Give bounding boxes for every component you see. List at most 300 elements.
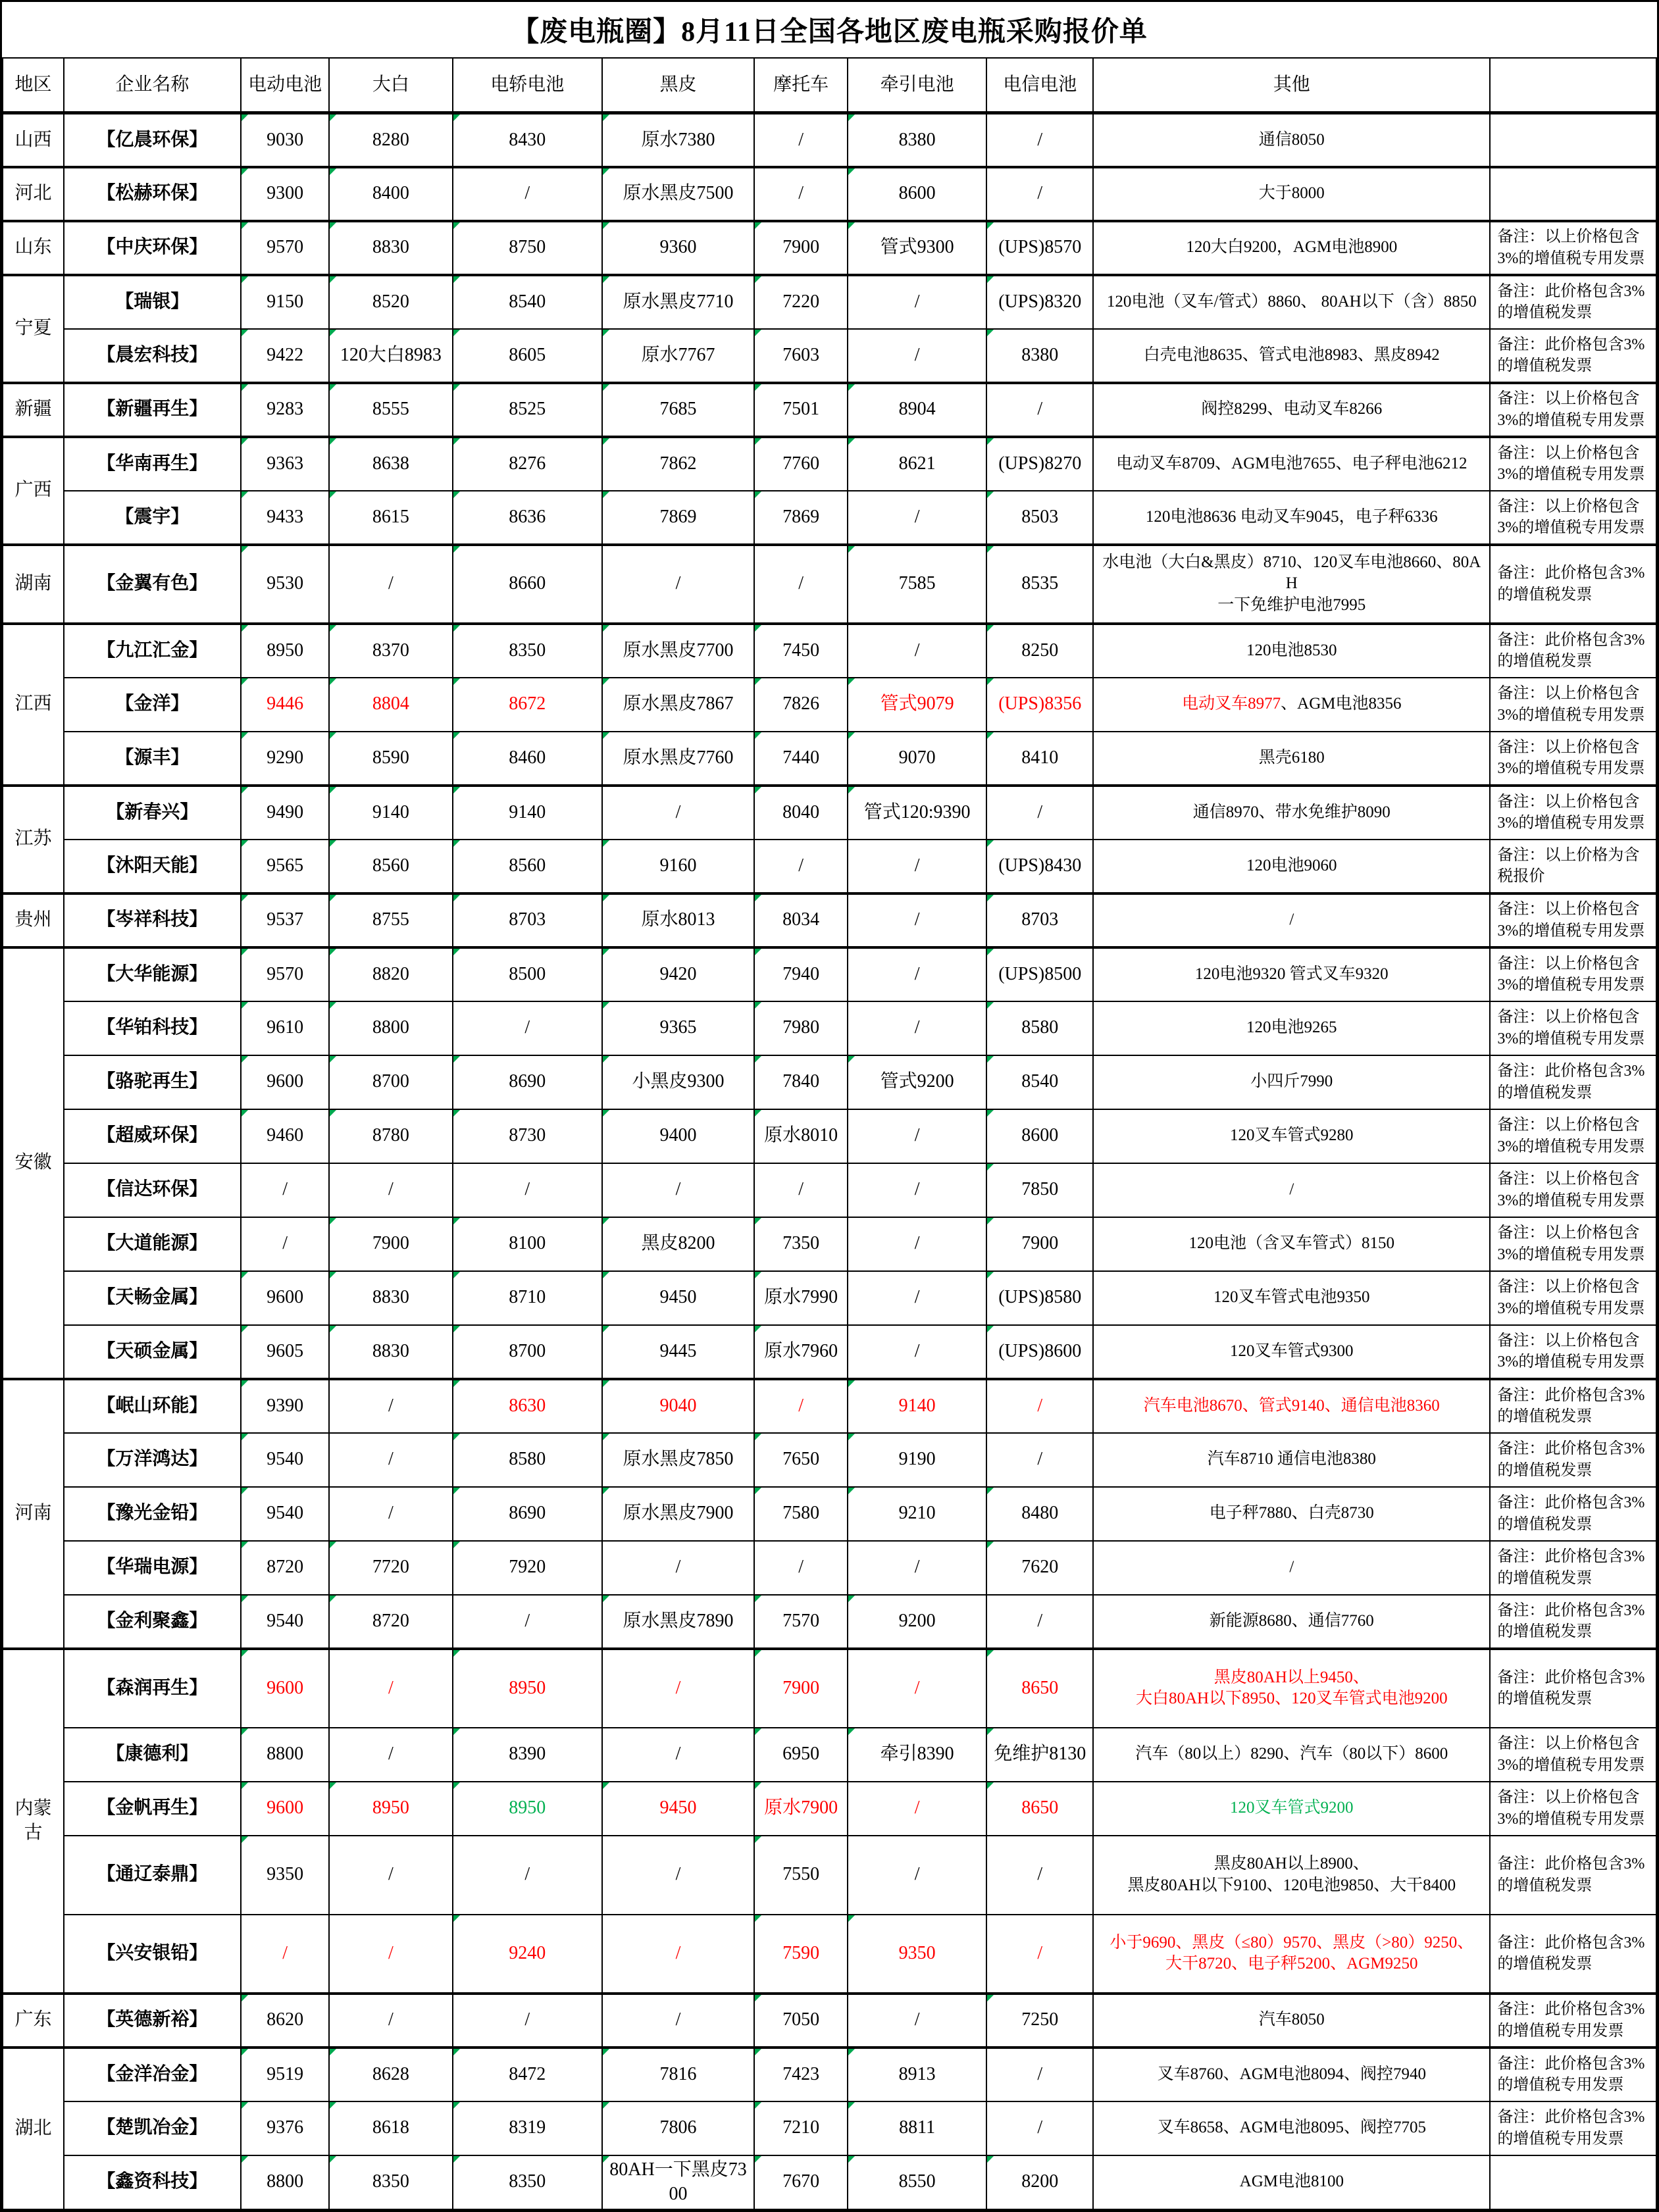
cell-text: 9570 (267, 963, 304, 984)
cell-traction-battery (848, 275, 986, 329)
cell-sedan-battery (453, 1595, 602, 1649)
cell-text: / (1037, 183, 1043, 204)
cell-text: 7806 (659, 2117, 697, 2138)
cell-sedan-battery (453, 113, 602, 167)
cell-other (1093, 491, 1490, 545)
company-cell: 【英德新裕】 (64, 1994, 241, 2048)
region-cell: 湖南 (3, 545, 64, 624)
cell-text: 8400 (372, 183, 409, 204)
cell-electric-battery (241, 624, 329, 678)
cell-note: 备注：此价格包含3%的增值税发票 (1490, 1649, 1656, 1728)
cell-dabai (329, 1001, 452, 1055)
cell-sedan-battery (453, 1271, 602, 1325)
cell-traction-battery (848, 221, 986, 275)
cell-note: 备注：此价格包含3%的增值税发票 (1490, 1915, 1656, 1994)
cell-text: 通信8970、带水免维护8090 (1192, 803, 1391, 821)
cell-electric-battery (241, 545, 329, 624)
cell-text: / (388, 2009, 394, 2030)
table-row (3, 167, 1656, 221)
cell-text: 120大白8983 (340, 344, 442, 365)
cell-sedan-battery (453, 1109, 602, 1163)
cell-heipi (602, 437, 754, 491)
cell-text: 7440 (782, 747, 820, 768)
cell-sedan-battery (453, 2155, 602, 2209)
cell-heipi (602, 167, 754, 221)
cell-text: 9140 (898, 1395, 936, 1416)
cell-heipi (602, 840, 754, 893)
cell-sedan-battery (453, 678, 602, 732)
col-header-telecom-battery: 电信电池 (986, 58, 1093, 113)
table-row (3, 2101, 1656, 2155)
cell-motorcycle (754, 1325, 848, 1379)
cell-note: 备注：以上价格包含3%的增值税专用发票 (1490, 383, 1656, 437)
cell-text: / (388, 1677, 394, 1698)
cell-text: 7450 (782, 640, 820, 661)
cell-text: 原水黑皮7900 (623, 1503, 734, 1524)
table-row (3, 1649, 1656, 1728)
cell-heipi (602, 275, 754, 329)
cell-dabai (329, 1325, 452, 1379)
cell-sedan-battery (453, 221, 602, 275)
cell-sedan-battery (453, 2101, 602, 2155)
cell-text: 8830 (372, 237, 409, 258)
cell-motorcycle (754, 1836, 848, 1915)
cell-traction-battery (848, 1271, 986, 1325)
table-row (3, 1994, 1656, 2048)
cell-text: / (675, 801, 681, 822)
cell-electric-battery (241, 275, 329, 329)
cell-text: 8700 (509, 1340, 546, 1361)
cell-text: 原水黑皮7700 (623, 640, 734, 661)
cell-other (1093, 1433, 1490, 1487)
cell-electric-battery (241, 786, 329, 840)
cell-text: 8540 (1021, 1071, 1059, 1092)
company-cell: 【金翼有色】 (64, 545, 241, 624)
cell-text: 8555 (372, 399, 409, 420)
cell-text: 9433 (267, 506, 304, 527)
cell-text: 120电池（含叉车管式）8150 (1188, 1234, 1395, 1253)
cell-text: 8319 (509, 2117, 546, 2138)
cell-motorcycle (754, 678, 848, 732)
cell-text: / (1037, 1610, 1043, 1631)
company-cell: 【新疆再生】 (64, 383, 241, 437)
cell-text: / (388, 1864, 394, 1885)
price-table (2, 57, 1657, 2210)
cell-dabai (329, 1433, 452, 1487)
cell-dabai (329, 678, 452, 732)
cell-text: 9422 (267, 344, 304, 365)
cell-note: 备注：以上价格包含3%的增值税专用发票 (1490, 786, 1656, 840)
cell-text: 8430 (509, 129, 546, 150)
cell-heipi (602, 221, 754, 275)
cell-traction-battery (848, 167, 986, 221)
cell-text: 8460 (509, 747, 546, 768)
cell-electric-battery (241, 1836, 329, 1915)
cell-electric-battery (241, 437, 329, 491)
cell-dabai (329, 2155, 452, 2209)
cell-motorcycle (754, 221, 848, 275)
cell-text: 8600 (898, 183, 936, 204)
cell-heipi (602, 1163, 754, 1217)
cell-text: 9400 (659, 1125, 697, 1146)
cell-text: 9570 (267, 237, 304, 258)
company-cell: 【天硕金属】 (64, 1325, 241, 1379)
cell-note: 备注：此价格包含3%的增值税发票 (1490, 1433, 1656, 1487)
cell-text: 9140 (509, 801, 546, 822)
cell-text: 9565 (267, 855, 304, 876)
cell-telecom-battery (986, 1325, 1093, 1379)
cell-text: 黑皮80AH以上8900、 (1213, 1855, 1369, 1873)
cell-text: / (914, 1340, 920, 1361)
cell-text: 8620 (267, 2009, 304, 2030)
cell-text: 管式9300 (880, 237, 954, 258)
cell-telecom-battery (986, 1836, 1093, 1915)
cell-text: / (1037, 1449, 1043, 1470)
cell-other (1093, 624, 1490, 678)
company-cell: 【松赫环保】 (64, 167, 241, 221)
cell-motorcycle (754, 1915, 848, 1994)
cell-text: 8350 (509, 640, 546, 661)
cell-text: 8410 (1021, 747, 1059, 768)
cell-motorcycle (754, 383, 848, 437)
cell-traction-battery (848, 1217, 986, 1271)
cell-electric-battery (241, 1271, 329, 1325)
cell-text: / (675, 573, 681, 594)
cell-text: 7900 (372, 1233, 409, 1254)
cell-text: 7550 (782, 1864, 820, 1885)
cell-other (1093, 893, 1490, 947)
cell-text: / (914, 640, 920, 661)
cell-text: / (675, 1942, 681, 1963)
cell-text: 9290 (267, 747, 304, 768)
cell-text: / (914, 909, 920, 930)
cell-text: 8621 (898, 453, 936, 474)
cell-electric-battery (241, 1487, 329, 1541)
cell-text: 9210 (898, 1503, 936, 1524)
cell-text: 8811 (899, 2117, 936, 2138)
cell-text: 8703 (1021, 909, 1059, 930)
region-cell: 江西 (3, 624, 64, 786)
cell-heipi (602, 1728, 754, 1782)
table-row (3, 1055, 1656, 1109)
cell-text: / (675, 1179, 681, 1200)
page-title: 【废电瓶圈】8月11日全国各地区废电瓶采购报价单 (511, 17, 1148, 47)
cell-electric-battery (241, 1379, 329, 1433)
cell-other (1093, 1836, 1490, 1915)
cell-motorcycle (754, 1782, 848, 1836)
cell-text: 汽车8710 通信电池8380 (1207, 1450, 1376, 1469)
cell-traction-battery (848, 1433, 986, 1487)
company-cell: 【金洋】 (64, 678, 241, 732)
cell-electric-battery (241, 2101, 329, 2155)
table-row (3, 947, 1656, 1001)
cell-traction-battery (848, 383, 986, 437)
cell-text: 原水黑皮7890 (623, 1610, 734, 1631)
cell-heipi (602, 545, 754, 624)
cell-motorcycle (754, 1217, 848, 1271)
company-cell: 【兴安银铅】 (64, 1915, 241, 1994)
region-cell: 广西 (3, 437, 64, 545)
region-cell: 新疆 (3, 383, 64, 437)
company-cell: 【超威环保】 (64, 1109, 241, 1163)
cell-text: 8280 (372, 129, 409, 150)
company-cell: 【鑫资科技】 (64, 2155, 241, 2209)
cell-text: 7620 (1021, 1557, 1059, 1578)
company-cell: 【沐阳天能】 (64, 840, 241, 893)
cell-text: 电子秤7880、白壳8730 (1209, 1504, 1374, 1522)
table-row (3, 1325, 1656, 1379)
region-cell: 贵州 (3, 893, 64, 947)
cell-sedan-battery (453, 947, 602, 1001)
table-row (3, 491, 1656, 545)
cell-electric-battery (241, 1915, 329, 1994)
cell-electric-battery (241, 491, 329, 545)
cell-traction-battery (848, 2048, 986, 2101)
cell-text: 9300 (267, 183, 304, 204)
cell-heipi (602, 1271, 754, 1325)
cell-text: 9030 (267, 129, 304, 150)
col-header-motorcycle: 摩托车 (754, 58, 848, 113)
cell-text: 9390 (267, 1395, 304, 1416)
cell-text: 9490 (267, 801, 304, 822)
cell-telecom-battery (986, 437, 1093, 491)
cell-dabai (329, 840, 452, 893)
table-row (3, 545, 1656, 624)
cell-text: 管式9079 (880, 693, 954, 715)
cell-text: / (388, 1179, 394, 1200)
cell-text: / (914, 1287, 920, 1308)
cell-dabai (329, 1915, 452, 1994)
cell-sedan-battery (453, 1055, 602, 1109)
cell-telecom-battery (986, 491, 1093, 545)
cell-traction-battery (848, 437, 986, 491)
cell-text: 8638 (372, 453, 409, 474)
table-row (3, 1217, 1656, 1271)
cell-text: (UPS)8320 (998, 291, 1082, 312)
region-cell: 江苏 (3, 786, 64, 893)
cell-text: 9283 (267, 399, 304, 420)
cell-text: 免维护8130 (994, 1744, 1086, 1765)
cell-electric-battery (241, 732, 329, 786)
cell-text: 8590 (372, 747, 409, 768)
cell-traction-battery (848, 732, 986, 786)
cell-motorcycle (754, 732, 848, 786)
cell-note: 备注：此价格包含3%的增值税发票 (1490, 1836, 1656, 1915)
cell-telecom-battery (986, 1001, 1093, 1055)
cell-text: / (914, 1179, 920, 1200)
cell-heipi (602, 1782, 754, 1836)
cell-other (1093, 1325, 1490, 1379)
cell-text: 7869 (782, 506, 820, 527)
cell-text: 8800 (372, 1017, 409, 1038)
cell-heipi (602, 678, 754, 732)
company-cell: 【金利聚鑫】 (64, 1595, 241, 1649)
cell-text: 120电池8530 (1246, 641, 1337, 659)
cell-text: / (675, 1744, 681, 1765)
cell-telecom-battery (986, 275, 1093, 329)
cell-sedan-battery (453, 732, 602, 786)
cell-electric-battery (241, 2048, 329, 2101)
cell-telecom-battery (986, 2155, 1093, 2209)
cell-text: 8250 (1021, 640, 1059, 661)
cell-telecom-battery (986, 167, 1093, 221)
cell-traction-battery (848, 1487, 986, 1541)
cell-text: / (388, 1942, 394, 1963)
cell-note (1490, 2155, 1656, 2209)
cell-text: 原水7380 (641, 129, 715, 150)
cell-other (1093, 1728, 1490, 1782)
cell-text: / (388, 1744, 394, 1765)
cell-electric-battery (241, 1782, 329, 1836)
cell-text: / (1037, 1395, 1043, 1416)
cell-heipi (602, 1325, 754, 1379)
cell-sedan-battery (453, 1782, 602, 1836)
cell-dabai (329, 329, 452, 383)
cell-text: 管式120:9390 (863, 801, 971, 822)
cell-text: 8800 (267, 2171, 304, 2192)
cell-text: 7580 (782, 1503, 820, 1524)
cell-text: 120电池9060 (1246, 856, 1337, 874)
cell-sedan-battery (453, 167, 602, 221)
cell-dabai (329, 167, 452, 221)
cell-electric-battery (241, 1163, 329, 1217)
cell-text: 8950 (372, 1797, 409, 1819)
cell-text: 9450 (659, 1287, 697, 1308)
cell-text: 9600 (267, 1071, 304, 1092)
cell-heipi (602, 1001, 754, 1055)
company-cell: 【骆驼再生】 (64, 1055, 241, 1109)
table-row (3, 383, 1656, 437)
cell-traction-battery (848, 1541, 986, 1595)
cell-text: 汽车（80以上）8290、汽车（80以下）8600 (1135, 1745, 1448, 1763)
cell-text: 9070 (898, 747, 936, 768)
cell-electric-battery (241, 1325, 329, 1379)
cell-text: 8690 (509, 1503, 546, 1524)
cell-dabai (329, 947, 452, 1001)
cell-text: 汽车8050 (1258, 2011, 1325, 2029)
cell-text: 8370 (372, 640, 409, 661)
cell-text: 8350 (372, 2171, 409, 2192)
cell-motorcycle (754, 1541, 848, 1595)
cell-text: / (798, 129, 804, 150)
cell-telecom-battery (986, 732, 1093, 786)
cell-text: 9600 (267, 1677, 304, 1698)
company-cell: 【金洋冶金】 (64, 2048, 241, 2101)
cell-other (1093, 383, 1490, 437)
cell-telecom-battery (986, 893, 1093, 947)
company-cell: 【豫光金铅】 (64, 1487, 241, 1541)
cell-text: 8690 (509, 1071, 546, 1092)
cell-text: 9350 (898, 1942, 936, 1963)
cell-electric-battery (241, 893, 329, 947)
cell-text: / (1289, 1558, 1294, 1576)
cell-motorcycle (754, 167, 848, 221)
cell-other (1093, 1109, 1490, 1163)
cell-text: 8630 (509, 1395, 546, 1416)
cell-telecom-battery (986, 1994, 1093, 2048)
cell-text: 8276 (509, 453, 546, 474)
cell-other (1093, 329, 1490, 383)
cell-note: 备注：以上价格包含3%的增值税专用发票 (1490, 1001, 1656, 1055)
cell-telecom-battery (986, 1379, 1093, 1433)
cell-text: / (388, 1395, 394, 1416)
cell-text: 120电池9265 (1246, 1018, 1337, 1037)
cell-dabai (329, 437, 452, 491)
cell-text: 黑皮80AH以下9100、120电池9850、大干8400 (1127, 1876, 1456, 1894)
cell-electric-battery (241, 1109, 329, 1163)
cell-text: 7501 (782, 399, 820, 420)
cell-text: 8636 (509, 506, 546, 527)
cell-note: 备注：此价格包含3%的增值税专用发票 (1490, 2048, 1656, 2101)
cell-electric-battery (241, 1649, 329, 1728)
cell-note: 备注：此价格包含3%的增值税发票 (1490, 275, 1656, 329)
cell-text: 8710 (509, 1287, 546, 1308)
cell-text: 8800 (267, 1744, 304, 1765)
table-row (3, 1595, 1656, 1649)
region-cell: 山西 (3, 113, 64, 167)
cell-dabai (329, 786, 452, 840)
cell-text: 120叉车管式9300 (1230, 1342, 1354, 1360)
cell-other (1093, 732, 1490, 786)
cell-text: 8950 (509, 1797, 546, 1819)
cell-electric-battery (241, 678, 329, 732)
cell-heipi (602, 2155, 754, 2209)
cell-other (1093, 545, 1490, 624)
cell-text: 7840 (782, 1071, 820, 1092)
table-row (3, 1541, 1656, 1595)
cell-electric-battery (241, 113, 329, 167)
cell-traction-battery (848, 2101, 986, 2155)
col-header-traction-battery: 牵引电池 (848, 58, 986, 113)
cell-sedan-battery (453, 624, 602, 678)
cell-text: 7585 (898, 573, 936, 594)
cell-note: 备注：以上价格包含3%的增值税专用发票 (1490, 893, 1656, 947)
cell-note: 备注：以上价格包含3%的增值税专用发票 (1490, 1109, 1656, 1163)
cell-traction-battery (848, 1915, 986, 1994)
cell-text: 黑皮8200 (641, 1233, 715, 1254)
col-header-electric-battery: 电动电池 (241, 58, 329, 113)
cell-text: / (675, 1557, 681, 1578)
cell-text: 8503 (1021, 506, 1059, 527)
cell-text: / (914, 291, 920, 312)
cell-text: 小四斤7990 (1250, 1072, 1333, 1091)
cell-heipi (602, 1379, 754, 1433)
cell-text: 原水7767 (641, 344, 715, 365)
company-cell: 【瑞银】 (64, 275, 241, 329)
cell-electric-battery (241, 1595, 329, 1649)
cell-text: / (1037, 2117, 1043, 2138)
cell-dabai (329, 1728, 452, 1782)
cell-text: 9610 (267, 1017, 304, 1038)
cell-dabai (329, 2101, 452, 2155)
cell-text: / (914, 2009, 920, 2030)
cell-sedan-battery (453, 1836, 602, 1915)
cell-traction-battery (848, 1994, 986, 2048)
cell-electric-battery (241, 1055, 329, 1109)
cell-text: / (914, 1797, 920, 1819)
cell-text: 9445 (659, 1340, 697, 1361)
cell-note: 备注：以上价格包含3%的增值税专用发票 (1490, 221, 1656, 275)
cell-dabai (329, 383, 452, 437)
cell-note: 备注：以上价格包含3%的增值税专用发票 (1490, 947, 1656, 1001)
cell-electric-battery (241, 1217, 329, 1271)
cell-text: / (388, 1503, 394, 1524)
cell-text: 8755 (372, 909, 409, 930)
cell-text: 8830 (372, 1287, 409, 1308)
cell-text: 7900 (1021, 1233, 1059, 1254)
region-cell: 安徽 (3, 947, 64, 1379)
cell-heipi (602, 329, 754, 383)
